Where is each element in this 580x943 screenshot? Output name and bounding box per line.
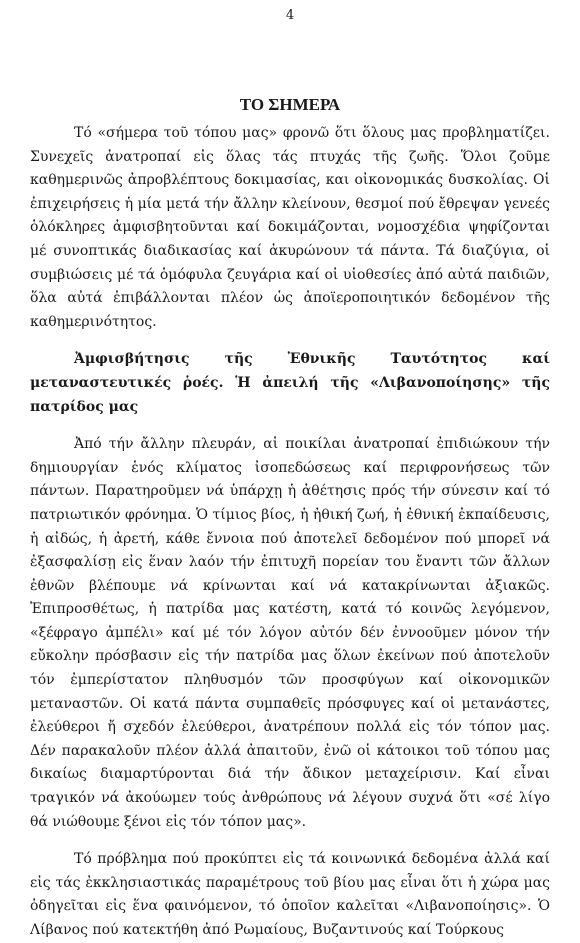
- subsection-heading: Ἀμφισβήτησις τῆς Ἐθνικῆς Ταυτότητος καί μεταναστευτικές ῥοές. Ἡ ἀπειλή τῆς «Λιβανοποίησης» τῆς πατρίδος μας: [30, 351, 550, 415]
- intro-paragraph: Τό «σήμερα τοῦ τόπου μας» φρονῶ ὅτι ὅλους μας προβληματίζει. Συνεχεῖς ἀνατροπαί εἰς ὅλας τάς πτυχάς τῆς ζωῆς. Ὅλοι ζοῦμε καθημερινῶς ἀπροβλέπτους δοκιμασίας, και οἰκονομικάς δυσκολίας. Οἱ ἐπιχειρήσεις ἡ μία μετά τήν ἄλλην κλείνουν, θεσμοί πού ἔθρεψαν γενεές ὁλόκληρες ἀμφισβητοῦνται καί δοκιμάζονται, νομοσχέδια ψηφίζονται μέ συνοπτικάς διαδικασίας καί ἀκυρώνουν τά πάντα. Τά διαζύγια, οἱ συμβιώσεις μέ τά ὁμόφυλα ζευγάρια καί οἱ υἱοθεσίες ἀπό αὐτά παιδιῶν, ὅλα αὐτά ἐπιβάλλονται πλέον ὡς ἀποϊεροποιητικόν δεδομένον τῆς καθημερινότητος.: [30, 125, 550, 330]
- body-paragraph-1: Ἀπό τήν ἄλλην πλευράν, αἱ ποικίλαι ἀνατροπαί ἐπιδιώκουν τήν δημιουργίαν ἑνός κλίματος ἰσοπεδώσεως καί περιφρονήσεως τῶν πάντων. Παρατηροῦμεν νά ὑπάρχῃ ἡ ἀθέτησις πρός τήν σύνεσιν καί τό πατριωτικόν φρόνημα. Ὁ τίμιος βίος, ἡ ἠθική ζωή, ἡ ἐθνική ἐκπαίδευσις, ἡ αἰδώς, ἡ ἀρετή, κάθε ἔννοια πού ἀποτελεῖ δεδομένον πού μπορεῖ νά ἐξασφαλίσῃ εἰς ἕναν λαόν τήν ἐπιτυχῆ πορείαν του ἔναντι τῶν ἄλλων ἐθνῶν βλέπουμε νά κρίνωνται καί νά κατακρίνωνται ἀξιακῶς. Ἐπιπροσθέτως, ἡ πατρίδα μας κατέστη, κατά τό κοινῶς λεγόμενον, «ξέφραγο ἀμπέλι» καί μέ τόν λόγον αὐτόν δέν ἐννοοῦμεν μόνον τήν εὔκολην πρόσβασιν εἰς τήν πατρίδα μας ὅλων ἐκείνων πού ἀποτελοῦν τόν ἐμπερίστατον πληθυσμόν τῶν προσφύγων καί οἰκονομικῶν μεταναστῶν. Οἱ κατά πάντα συμπαθεῖς πρόσφυγες καί οἱ μετανάστες, ἐλεύθεροι ἤ σχεδόν ἐλεύθεροι, ἀνατρέπουν πολλά εἰς τόν τόπον μας. Δέν παρακαλοῦν πλέον ἀλλά ἀπαιτοῦν, ἐνῶ οἱ κάτοικοι τοῦ τόπου μας δικαίως διαμαρτύρονται διά τήν ἄδικον μεταχείρισιν. Καί εἶναι τραγικόν νά ἀκούωμεν τούς ἀνθρώπους νά λέγουν συχνά ὅτι «σέ λίγο θά νιώθουμε ξένοι εἰς τόν τόπον μας».: [30, 436, 550, 830]
- body-paragraph-2: Τό πρόβλημα πού προκύπτει εἰς τά κοινωνικά δεδομένα ἀλλά καί εἰς τάς ἐκκλησιαστικάς παραμέτρους τοῦ βίου μας εἶναι ὅτι ἡ χώρα μας ὁδηγεῖται εἰς ἕνα φαινόμενον, τό ὁποῖον καλεῖται «Λιβανοποίησις». Ὁ Λίβανος πού κατεκτήθη ἀπό Ρωμαίους, Βυζαντινούς καί Τούρκους: [30, 851, 550, 938]
- paragraph-spacer: [30, 334, 550, 348]
- paragraph-spacer: [30, 419, 550, 433]
- paragraph-spacer: [30, 834, 550, 848]
- section-title: ΤΟ ΣΗΜΕΡΑ: [239, 95, 341, 114]
- page-number: 4: [285, 8, 295, 23]
